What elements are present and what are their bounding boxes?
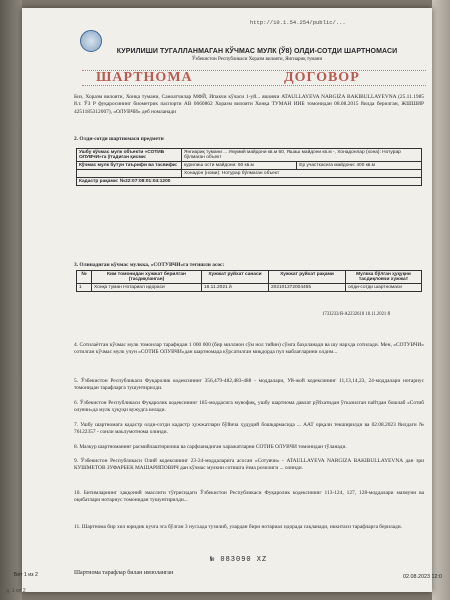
- property-status: Хонадон (номи): Нотурар бўлмаган объект: [182, 170, 422, 178]
- stamp-left: ШАРТНОМА: [96, 70, 193, 85]
- ownership-table: [76, 270, 422, 292]
- pencil-note: д. 1 ол 2: [6, 588, 26, 594]
- property-table: [76, 148, 422, 186]
- table-row: [77, 284, 422, 292]
- property-col1-header: Ушбу кўчмас мулк объекти «СОТИБ ОЛУВЧИ»га ўтадиган қисми:: [77, 149, 182, 162]
- section-11: 11. Шартнома бир хил юридик кучга эга бўлган 3 нусхада тузилиб, улардан бири нотариал идорада сақланади, иккитаси тарафларга берилади.: [74, 524, 403, 530]
- property-cadastre: Кадастр рақами: №22:07:08:01:04:1200: [77, 178, 422, 186]
- background-right-edge: [432, 0, 450, 600]
- section-8: 8. Мазкур шартноманинг расмийлаштирилиш ва сарфланадиган харажатларни СОТИБ ОЛУВЧИ томонидан тўланади.: [74, 444, 347, 450]
- table-cell: 1: [77, 284, 92, 292]
- section-4: 4. Сотилаётган кўчмас мулк томонлар тарафидан 1 000 000 (бир миллион сўм нол тийин) сўмга баҳоланади ва шу нархда сотилади. Мен, «СОТУВЧИ» сотилган кўчмас мулк учун «СОТИБ ОЛУВЧИ»дан шартномада кўрсатилган миқдорда пул маблағларини олдим...: [74, 342, 424, 356]
- section-6: 6. Ўзбекистон Республикаси Фуқаролик кодексининг 185-моддасига мувофиқ, ушбу шартнома давлат рўйхатидан ўтказилган пайтдан бошлаб «Сотиб олувчи»да мулк ҳуқуқи вужудга келади.: [74, 400, 424, 414]
- print-timestamp: 02.08.2023 12:0: [403, 574, 442, 580]
- page-counter: Бет 1 из 2: [14, 572, 38, 578]
- section-9: 9. Ўзбекистон Республикаси Олий кодексининг 23-24-моддаларига асосан «Сотувчи» - ATAULLAYEVA NARGIZA BAKIBULLAYEVNA дан эри КУШМЕТОВ ЗУФАРБЕК МАШАРИПОВИЧ дан кўчмас мулкни сотишга ёзма розилиги ... олинди.: [74, 458, 424, 472]
- table-header: Ким томонидан хужжат берилган (тасдиқланган): [92, 271, 202, 284]
- table-header: №: [77, 271, 92, 284]
- section-3-heading: 3. Олинадиган кўчмас мулкка, «СОТУВЧИ»га тегишли асос:: [74, 262, 225, 268]
- property-land: Ер участкасига майдони: 400 кв.м: [297, 162, 422, 170]
- table-cell: олди-сотди шартномаси: [346, 284, 422, 292]
- table-header: Мулкка бўлган ҳуқуқни тасдиқловчи хужжат: [346, 271, 422, 284]
- form-serial-number: № 083090 XZ: [210, 556, 268, 564]
- signature-note: Шартнома тарафлар билан имзоланган: [74, 570, 174, 576]
- table-header: Хужжат руйхат санаси: [202, 271, 269, 284]
- table-header: Хужжат руйхат рақами: [269, 271, 346, 284]
- section-1-intro: Биз, Хоразм вилояти, Хонқа тумани, Саноатчилар МФЙ, Ипакчи кўчаси 1-уй... яшовчи ATAULLAYEVA NARGIZA BAKIBULLAYEVNA (25.11.1985 й.т. ЎЗ Р фуқаросининг биометрик паспорти AB 0660862 Хоразм вилояти Хонқа ТУМАН ИИБ томонидан 08.08.2015 йилда берилган, ЖШШИР 4251185312007), «ОЛУВЧИ» деб номланади: [74, 94, 424, 115]
- property-area: курилиш ости майдони: 60 кв.м: [182, 162, 297, 170]
- background-left-edge: [0, 0, 22, 600]
- section-7: 7. Ушбу шартномага кадастр олди-сотди кадастр ҳужжатлари бўйича ҳудудий бошқармасида ... ААТ орқали текширилди ва 02.08.2023 йилдаги № 76122357 - сонли маълумотнома олинди.: [74, 422, 424, 436]
- section-2-heading: 2. Олди-сотди шартномаси предмети: [74, 136, 164, 142]
- property-description-label: Кўчмас мулк бутун таърифи ва тасвифи:: [77, 162, 182, 170]
- property-address: Янгиариқ тумани ... Умумий майдони кв.м 60, Яшаш майдони кв.м -, Хонадонлар (хона): Нотурар бўлмаган объект: [182, 149, 422, 162]
- document-subtitle: Ўзбекистон Республикаси Хоразм вилояти, Янгиариқ тумани: [191, 57, 323, 62]
- section-10: 10. Битимларнинг ҳаққоний эмаслиги тўғрисидаги Ўзбекистон Республикаси Фуқаролик кодексининг 113-124, 127, 128-моддалари мазмуни ва оқибатлари нотариус томонидан тушунтирилди...: [74, 490, 424, 504]
- stamp-right: ДОГОВОР: [284, 70, 360, 85]
- table-cell: 202101372004465: [269, 284, 346, 292]
- table-cell: 18.11.2021 й: [202, 284, 269, 292]
- document-sheet: [22, 8, 432, 592]
- document-title: КУРИЛИШИ ТУГАЛЛАНМАГАН КЎЧМАС МУЛК (Ў8) ОЛДИ-СОТДИ ШАРТНОМАСИ: [116, 48, 398, 55]
- page-url: http://10.1.54.254/public/...: [250, 19, 346, 26]
- ownership-note: 1733233/Я-А2232618 18.11.2021 й: [322, 312, 390, 317]
- section-5: 5. Ўзбекистон Республикаси Фуқаролик кодексининг 356,479-482,483-488 - моддалари, Уй-жой кодексининг 11,13,14,23, 24-моддалари нотариус томонидан тарафларга тушунтирилди.: [74, 378, 424, 392]
- table-cell: Хонқа туман Нотариал идораси: [92, 284, 202, 292]
